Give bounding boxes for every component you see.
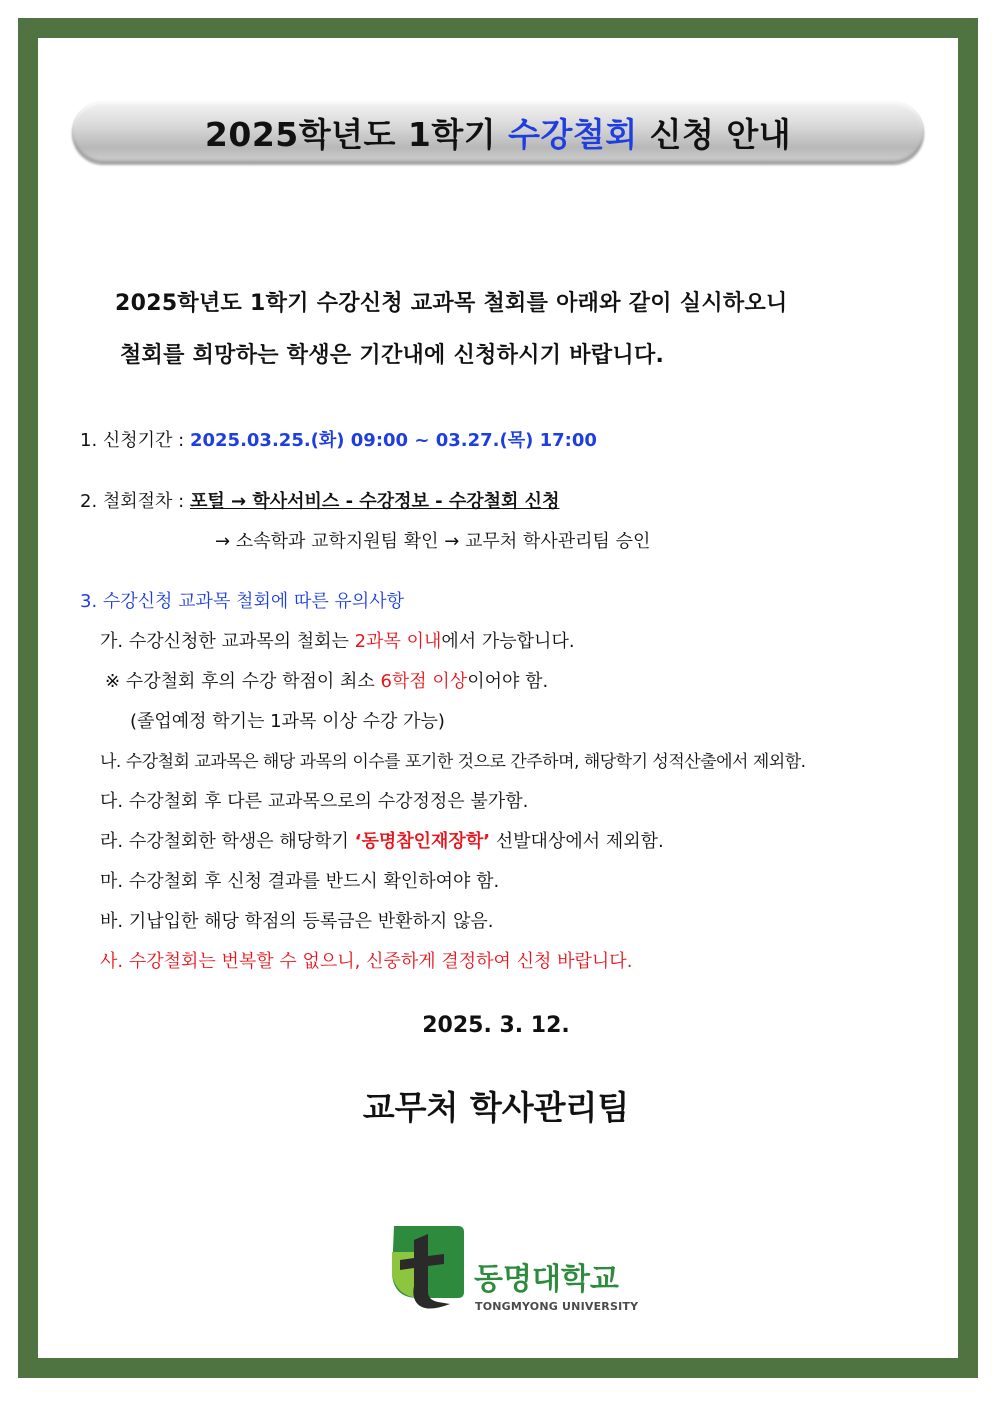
item-3-heading: 3. 수강신청 교과목 철회에 따른 유의사항 xyxy=(80,591,404,612)
intro-line-2: 철회를 희망하는 학생은 기간내에 신청하시기 바랍니다. xyxy=(120,343,665,368)
note-pre: ※ 수강철회 후의 수강 학점이 최소 xyxy=(105,671,381,692)
title-text xyxy=(205,109,791,156)
document-date: 2025. 3. 12. xyxy=(422,1013,570,1038)
ga-post: 에서 가능합니다. xyxy=(441,631,575,652)
title-banner xyxy=(72,101,924,163)
ra-pre: 라. 수강철회한 학생은 해당학기 xyxy=(100,831,355,852)
item-3-note xyxy=(105,667,548,693)
item-3-ba: 바. 기납입한 해당 학점의 등록금은 반환하지 않음. xyxy=(100,911,494,932)
item-2-label: 2. 철회절차 : xyxy=(80,491,190,512)
ga-pre: 가. 수강신청한 교과목의 철회는 xyxy=(100,631,355,652)
university-emblem-icon xyxy=(384,1222,466,1314)
intro-line-1: 2025학년도 1학기 수강신청 교과목 철회를 아래와 같이 실시하오니 xyxy=(115,291,788,316)
item-1-period xyxy=(80,426,597,452)
item-3-note-sub: (졸업예정 학기는 1과목 이상 수강 가능) xyxy=(130,711,445,732)
page-border xyxy=(18,18,978,1378)
title-part1: 2025학년도 1학기 xyxy=(204,114,509,154)
item-2-value: 포털 → 학사서비스 - 수강정보 - 수강철회 신청 xyxy=(189,491,560,512)
item-1-value: 2025.03.25.(화) 09:00 ~ 03.27.(목) 17:00 xyxy=(189,430,597,451)
department-name: 교무처 학사관리팀 xyxy=(362,1088,630,1127)
item-3-sa: 사. 수강철회는 번복할 수 없으니, 신중하게 결정하여 신청 바랍니다. xyxy=(100,951,633,972)
logo-korean-name: 동명대학교 xyxy=(474,1262,619,1297)
ra-post: 선발대상에서 제외함. xyxy=(490,831,664,852)
item-3-da: 다. 수강철회 후 다른 교과목으로의 수강정정은 불가함. xyxy=(100,791,529,812)
university-logo xyxy=(384,1222,639,1318)
item-3-ra xyxy=(100,827,664,853)
item-3-ma: 마. 수강철회 후 신청 결과를 반드시 확인하여야 함. xyxy=(100,871,500,892)
ga-highlight: 2과목 이내 xyxy=(354,631,442,652)
logo-english-name: TONGMYONG UNIVERSITY xyxy=(475,1300,639,1313)
ra-highlight: ‘동명참인재장학’ xyxy=(354,831,491,852)
item-2-procedure xyxy=(80,487,559,513)
note-post: 이어야 함. xyxy=(467,671,549,692)
item-2-continuation: → 소속학과 교학지원팀 확인 → 교무처 학사관리팀 승인 xyxy=(215,531,651,552)
title-part2: 신청 안내 xyxy=(637,114,792,154)
title-highlight: 수강철회 xyxy=(508,114,638,154)
item-3-ga xyxy=(100,627,575,653)
note-highlight: 6학점 이상 xyxy=(380,671,468,692)
item-3-na: 나. 수강철회 교과목은 해당 과목의 이수를 포기한 것으로 간주하며, 해당학기 성적산출에서 제외함. xyxy=(100,752,806,772)
item-1-label: 1. 신청기간 : xyxy=(80,430,190,451)
